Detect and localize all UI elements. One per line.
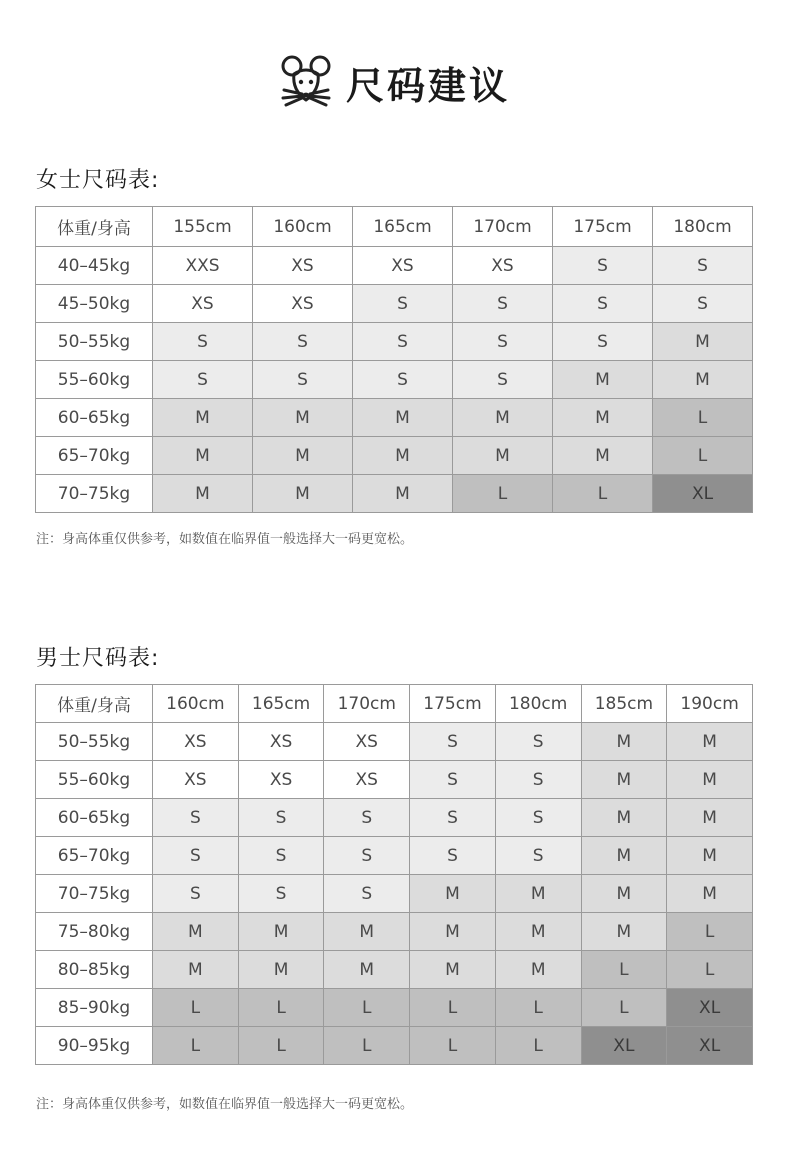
size-cell: M [153,475,253,513]
size-cell: XS [324,723,410,761]
men-note: 注：身高体重仅供参考，如数值在临界值一般选择大一码更宽松。 [36,1097,414,1112]
weight-label: 55–60kg [36,761,153,799]
size-cell: S [410,799,496,837]
size-cell: L [324,989,410,1027]
height-header: 165cm [238,685,324,723]
weight-label: 70–75kg [36,475,153,513]
size-cell: S [238,837,324,875]
size-cell: M [410,875,496,913]
size-cell: S [410,837,496,875]
size-cell: L [495,1027,581,1065]
table-row [36,399,753,437]
size-cell: M [581,761,667,799]
size-cell: S [653,247,753,285]
size-cell: M [581,913,667,951]
weight-label: 40–45kg [36,247,153,285]
size-cell: L [553,475,653,513]
size-cell: M [253,399,353,437]
size-cell: L [324,1027,410,1065]
size-cell: M [253,475,353,513]
size-cell: M [667,875,753,913]
women-note: 注：身高体重仅供参考，如数值在临界值一般选择大一码更宽松。 [36,532,414,547]
size-cell: M [553,361,653,399]
women-section-title: 女士尺码表: [36,168,160,193]
height-header: 175cm [410,685,496,723]
size-cell: S [410,761,496,799]
size-cell: S [495,723,581,761]
weight-label: 65–70kg [36,437,153,475]
size-cell: XS [238,723,324,761]
size-cell: S [495,761,581,799]
height-header: 170cm [453,207,553,247]
size-cell: S [153,323,253,361]
size-cell: S [353,285,453,323]
size-cell: S [153,837,239,875]
table-row [36,761,753,799]
size-cell: M [324,913,410,951]
table-row [36,475,753,513]
height-header: 180cm [495,685,581,723]
weight-label: 70–75kg [36,875,153,913]
size-cell: M [653,361,753,399]
size-cell: L [153,1027,239,1065]
size-cell: M [238,913,324,951]
size-cell: S [410,723,496,761]
size-cell: M [495,875,581,913]
size-cell: L [410,1027,496,1065]
size-cell: L [667,951,753,989]
size-cell: M [253,437,353,475]
size-cell: M [353,437,453,475]
table-row [36,437,753,475]
weight-label: 85–90kg [36,989,153,1027]
weight-label: 80–85kg [36,951,153,989]
height-header: 165cm [353,207,453,247]
size-cell: L [238,1027,324,1065]
weight-label: 50–55kg [36,723,153,761]
table-row [36,875,753,913]
size-cell: M [581,799,667,837]
size-cell: M [324,951,410,989]
size-cell: XS [153,285,253,323]
height-header: 180cm [653,207,753,247]
weight-label: 75–80kg [36,913,153,951]
size-cell: M [553,437,653,475]
size-cell: XL [667,1027,753,1065]
height-header: 185cm [581,685,667,723]
size-cell: S [153,361,253,399]
size-cell: M [153,951,239,989]
size-cell: M [553,399,653,437]
size-cell: S [253,361,353,399]
size-cell: S [153,875,239,913]
size-cell: XS [253,247,353,285]
table-row [36,285,753,323]
women-size-table [35,206,753,513]
size-cell: M [667,837,753,875]
size-cell: L [667,913,753,951]
size-cell: S [553,323,653,361]
size-cell: M [153,399,253,437]
table-row [36,837,753,875]
size-cell: M [653,323,753,361]
size-cell: M [353,399,453,437]
height-header: 160cm [253,207,353,247]
size-cell: M [353,475,453,513]
size-cell: S [553,247,653,285]
height-header: 155cm [153,207,253,247]
size-cell: L [581,989,667,1027]
height-header: 190cm [667,685,753,723]
size-cell: L [653,399,753,437]
table-row [36,247,753,285]
size-cell: L [581,951,667,989]
size-cell: M [667,761,753,799]
size-cell: S [238,875,324,913]
table-row [36,913,753,951]
size-cell: XS [253,285,353,323]
size-cell: M [238,951,324,989]
page-title: 尺码建议 [345,63,510,108]
table-row [36,323,753,361]
size-cell: M [153,913,239,951]
size-cell: XS [238,761,324,799]
size-cell: S [324,875,410,913]
size-cell: L [410,989,496,1027]
size-cell: XS [353,247,453,285]
size-cell: L [495,989,581,1027]
size-cell: M [581,837,667,875]
size-cell: M [153,437,253,475]
men-section-title: 男士尺码表: [36,646,160,671]
size-cell: S [653,285,753,323]
height-header: 170cm [324,685,410,723]
weight-label: 60–65kg [36,799,153,837]
size-cell: XL [667,989,753,1027]
size-cell: S [153,799,239,837]
size-cell: XS [153,723,239,761]
size-cell: L [238,989,324,1027]
table-row [36,361,753,399]
table-row [36,989,753,1027]
corner-header: 体重/身高 [36,207,153,247]
size-cell: XXS [153,247,253,285]
size-cell: M [453,399,553,437]
size-cell: M [581,723,667,761]
mouse-head-icon [280,54,332,110]
size-cell: L [153,989,239,1027]
header [0,52,790,112]
size-cell: S [553,285,653,323]
height-header: 160cm [153,685,239,723]
size-cell: S [495,799,581,837]
size-cell: XL [653,475,753,513]
size-cell: XS [153,761,239,799]
men-size-table [35,684,753,1065]
table-row [36,799,753,837]
size-cell: M [410,913,496,951]
table-row [36,951,753,989]
size-cell: M [495,913,581,951]
size-cell: M [410,951,496,989]
size-cell: M [667,799,753,837]
size-cell: M [581,875,667,913]
size-cell: XS [453,247,553,285]
size-cell: S [453,361,553,399]
table-row [36,1027,753,1065]
weight-label: 60–65kg [36,399,153,437]
size-cell: M [495,951,581,989]
weight-label: 55–60kg [36,361,153,399]
size-cell: S [238,799,324,837]
size-cell: M [667,723,753,761]
size-cell: XS [324,761,410,799]
size-cell: S [453,323,553,361]
size-cell: S [353,361,453,399]
size-cell: S [353,323,453,361]
size-cell: S [324,799,410,837]
weight-label: 65–70kg [36,837,153,875]
size-cell: M [453,437,553,475]
weight-label: 45–50kg [36,285,153,323]
size-cell: L [653,437,753,475]
size-cell: S [324,837,410,875]
height-header: 175cm [553,207,653,247]
weight-label: 50–55kg [36,323,153,361]
size-cell: S [453,285,553,323]
size-cell: XL [581,1027,667,1065]
size-cell: S [253,323,353,361]
weight-label: 90–95kg [36,1027,153,1065]
table-row [36,723,753,761]
size-cell: L [453,475,553,513]
size-cell: S [495,837,581,875]
corner-header: 体重/身高 [36,685,153,723]
